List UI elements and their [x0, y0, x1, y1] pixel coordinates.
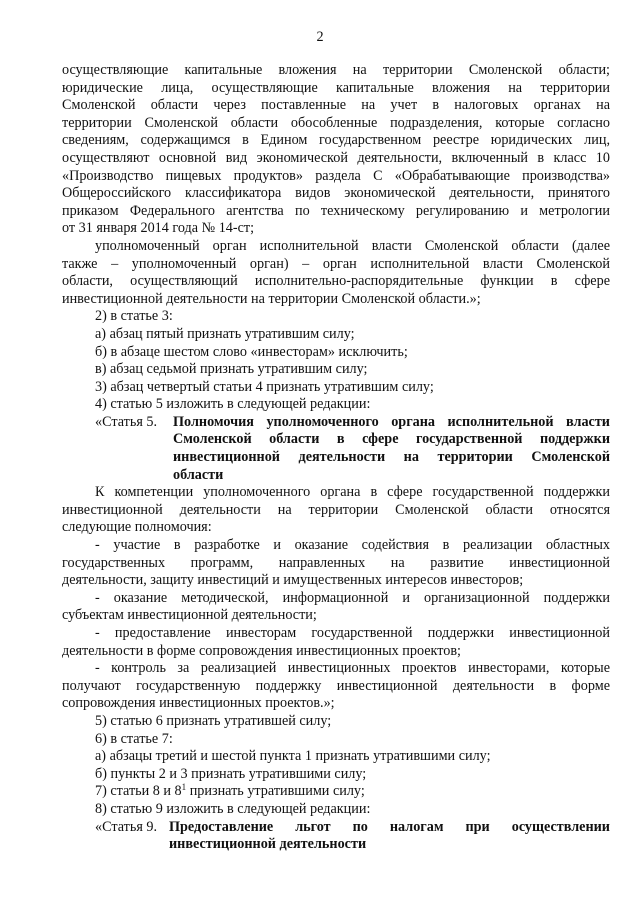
text-line: также – уполномоченный орган) – орган исполнительной власти Смоленской: [62, 255, 610, 272]
list-item: б) пункты 2 и 3 признать утратившими силу;: [95, 765, 367, 782]
text-line: деятельности, защиту инвестиций и имущественных интересов инвесторов;: [62, 572, 524, 589]
text-line: - участие в разработке и оказание содействия в реализации областных: [95, 537, 610, 554]
text-line: сведениям, содержащимся в Едином государственном реестре юридических лиц,: [62, 132, 610, 149]
text-span: 7) статьи 8 и 8: [95, 783, 182, 800]
text-line: Общероссийского классификатора видов экономической деятельности, принятого: [62, 185, 610, 202]
text-line: субъектам инвестиционной деятельности;: [62, 607, 317, 624]
document-body: [62, 62, 610, 854]
article-9-heading: [62, 819, 610, 854]
article-title-line: Предоставление льгот по налогам при осуществлении: [169, 818, 610, 835]
text-line: сопровождения инвестиционных проектов.»;: [62, 695, 335, 712]
list-item: 6) в статье 7:: [95, 730, 173, 747]
text-line: уполномоченный орган исполнительной власти Смоленской области (далее: [95, 237, 610, 254]
paragraph-power-2: [62, 590, 610, 625]
text-line: от 31 января 2014 года № 14-ст;: [62, 220, 255, 237]
superscript: 1: [181, 782, 187, 793]
text-line: территории Смоленской области обособленные подразделения, которые согласно: [62, 114, 610, 131]
text-line: области, осуществляющий исполнительно-распорядительные функции в сфере: [62, 273, 610, 290]
list-item: 8) статью 9 изложить в следующей редакции:: [95, 800, 371, 817]
page-number: 2: [316, 29, 324, 45]
text-line: - оказание методической, информационной и организационной поддержки: [95, 589, 610, 606]
text-line: К компетенции уполномоченного органа в сфере государственной поддержки: [95, 484, 610, 501]
text-line: деятельности в форме сопровождения инвестиционных проектов;: [62, 642, 461, 659]
article-label: «Статья 5.: [95, 413, 158, 430]
text-line: юридические лица, осуществляющие капитальные вложения на территории: [62, 79, 610, 96]
paragraph-investors: [62, 62, 610, 238]
text-line: «Производство пищевых продуктов» раздела С «Обрабатывающие производства»: [62, 167, 610, 184]
article-title-line: инвестиционной деятельности: [169, 836, 367, 853]
text-line: - предоставление инвесторам государственной поддержки инвестиционной: [95, 625, 610, 641]
article-label: «Статья 9.: [95, 818, 158, 835]
amendment-list: [62, 308, 610, 414]
list-item: [62, 783, 610, 801]
text-line: получают государственную поддержку инвестиционной деятельности в форме: [62, 677, 610, 694]
list-item: 5) статью 6 признать утратившей силу;: [95, 712, 332, 729]
article-title-line: области: [173, 466, 224, 483]
list-item: б) в абзаце шестом слово «инвесторам» исключить;: [95, 343, 408, 360]
article-title-line: инвестиционной деятельности на территории Смоленской: [173, 449, 610, 466]
article-title-line: Смоленской области в сфере государственной поддержки: [173, 431, 610, 448]
text-line: инвестиционной деятельности на территории Смоленской области относятся: [62, 501, 610, 518]
paragraph-power-3: [62, 625, 610, 660]
list-item: 3) абзац четвертый статьи 4 признать утратившим силу;: [95, 378, 434, 395]
amendment-list-2: [62, 713, 610, 819]
text-line: инвестиционной деятельности на территории Смоленской области.»;: [62, 290, 481, 307]
list-item: а) абзац пятый признать утратившим силу;: [95, 325, 355, 342]
text-line: - контроль за реализацией инвестиционных проектов инвесторами, которые: [95, 660, 610, 677]
list-item: 2) в статье 3:: [95, 308, 173, 325]
text-line: государственных программ, направленных на развитие инвестиционной: [62, 554, 610, 571]
paragraph-competence: [62, 484, 610, 537]
article-title-line: Полномочия уполномоченного органа исполнительной власти: [173, 413, 610, 430]
text-line: Смоленской области через поставленные на учет в налоговых органах на: [62, 97, 610, 114]
text-line: следующие полномочия:: [62, 519, 212, 536]
paragraph-authorized-body: [62, 238, 610, 308]
article-5-heading: [62, 414, 610, 484]
paragraph-power-1: [62, 537, 610, 590]
text-line: приказом Федерального агентства по техническому регулированию и метрологии: [62, 202, 610, 219]
list-item: 4) статью 5 изложить в следующей редакции:: [95, 396, 371, 413]
text-line: осуществляющие капитальные вложения на территории Смоленской области;: [62, 62, 610, 78]
paragraph-power-4: [62, 660, 610, 713]
list-item: в) абзац седьмой признать утратившим силу;: [95, 361, 368, 378]
text-span: признать утратившими силу;: [186, 783, 365, 800]
text-line: осуществляют основной вид экономической деятельности, включенный в класс 10: [62, 149, 610, 166]
list-item: а) абзацы третий и шестой пункта 1 признать утратившими силу;: [95, 748, 491, 765]
